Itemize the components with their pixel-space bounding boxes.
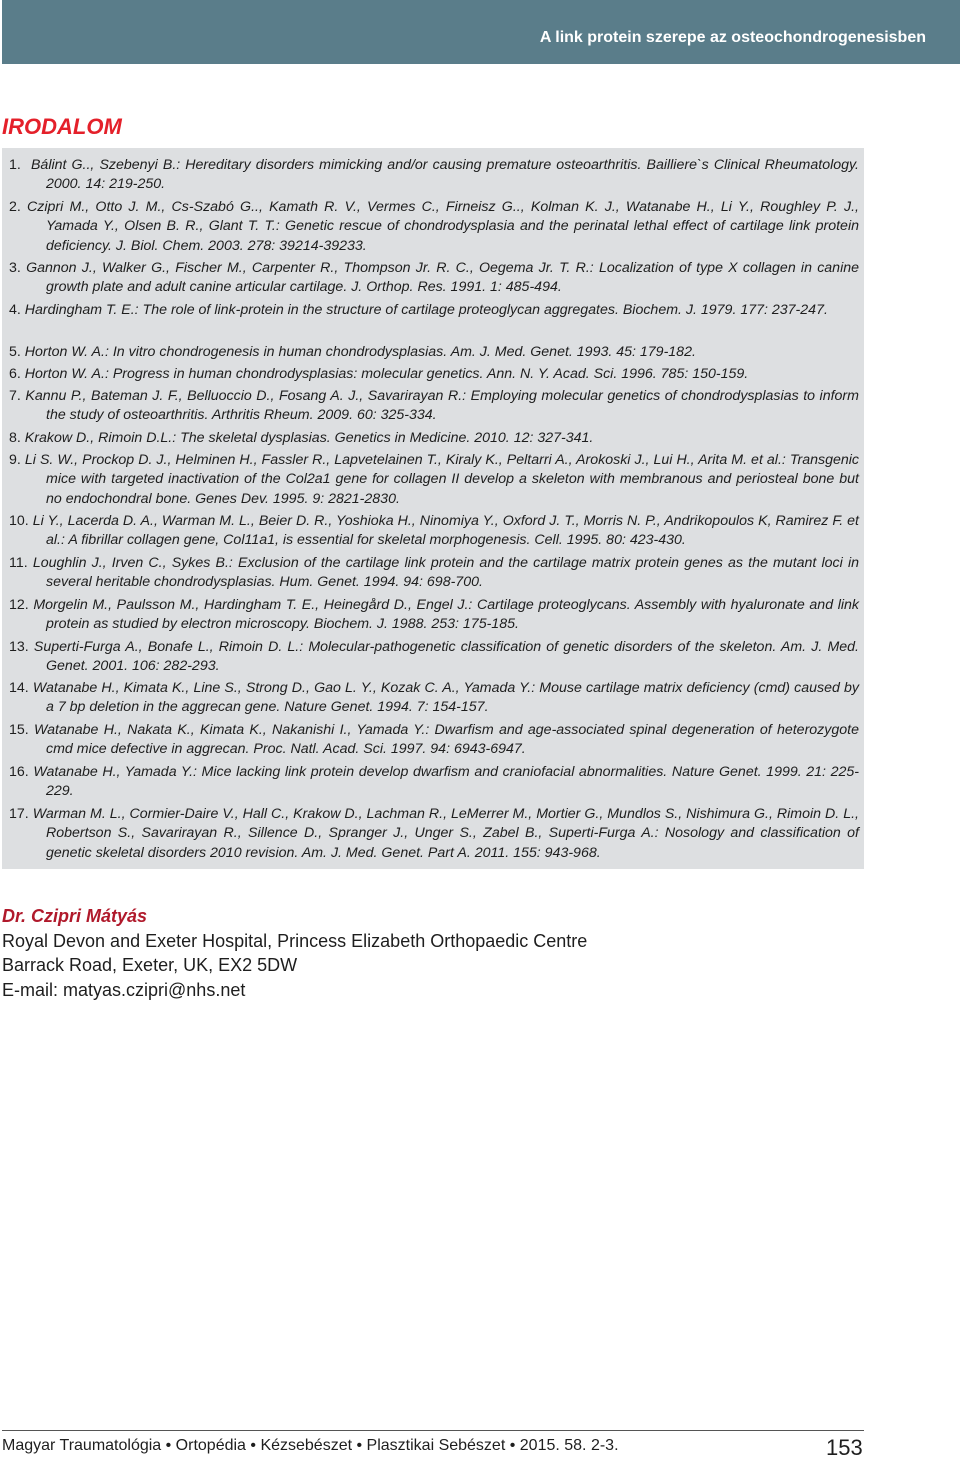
reference-item	[9, 451, 859, 509]
reference-number: 2.	[9, 199, 21, 215]
reference-item	[9, 638, 859, 677]
reference-number: 4.	[9, 302, 21, 318]
reference-item	[9, 596, 859, 635]
reference-number: 1.	[9, 157, 21, 173]
reference-text: Krakow D., Rimoin D.L.: The skeletal dysplasias. Genetics in Medicine. 2010. 12: 327-341.	[24, 430, 594, 446]
reference-number: 9.	[9, 452, 21, 468]
reference-number: 12.	[9, 597, 29, 613]
author-contact	[2, 904, 587, 1002]
running-header-title: A link protein szerepe az osteochondrogenesisben	[539, 29, 926, 46]
author-address: Barrack Road, Exeter, UK, EX2 5DW	[2, 955, 298, 975]
reference-number: 16.	[9, 764, 29, 780]
reference-text: Superti-Furga A., Bonafe L., Rimoin D. L.: Molecular-pathogenetic classification of genetic disorders of the skeleton. Am. J. Med. Genet. 2001. 106: 282-293.	[33, 639, 859, 675]
reference-item	[9, 429, 859, 448]
reference-text: Li S. W., Prockop D. J., Helminen H., Fassler R., Lapvetelainen T., Kiraly K., Peltarri A., Arokoski J., Lui H., Arita M. et al.: Transgenic mice with targeted inactivation of the Col2a1 gene for collagen II develop a skeleton with membranous and periosteal bone but no endochondral bone. Genes Dev. 1995. 9: 2821-2830.	[24, 452, 859, 507]
reference-text: Watanabe H., Yamada Y.: Mice lacking link protein develop dwarfism and craniofacial abnormalities. Nature Genet. 1999. 21: 225-229.	[33, 764, 859, 800]
reference-text: Horton W. A.: In vitro chondrogenesis in human chondrodysplasias. Am. J. Med. Genet. 1993. 45: 179-182.	[24, 344, 696, 360]
footer-journal-citation: Magyar Traumatológia • Ortopédia • Kézsebészet • Plasztikai Sebészet • 2015. 58. 2-3.	[2, 1437, 619, 1454]
reference-item	[9, 805, 859, 863]
reference-item	[9, 763, 859, 802]
reference-text: Warman M. L., Cormier-Daire V., Hall C., Krakow D., Lachman R., LeMerrer M., Mortier G., Mundlos S., Nishimura G., Rimoin D. L., Robertson S., Savarirayan R., Sillence D., Spranger J., Unger S., Zabel B., Superti-Furga A.: Nosology and classification of genetic skeletal disorders 2010 revision. Am. J. Med. Genet. Part A. 2011. 155: 943-968.	[32, 806, 859, 861]
footer-divider	[2, 1430, 864, 1431]
reference-item	[9, 343, 859, 362]
reference-number: 11.	[9, 555, 28, 571]
reference-number: 8.	[9, 430, 21, 446]
reference-text: Hardingham T. E.: The role of link-protein in the structure of cartilage proteoglycan aggregates. Biochem. J. 1979. 177: 237-247.	[24, 302, 828, 318]
reference-item	[9, 554, 859, 593]
reference-text: Morgelin M., Paulsson M., Hardingham T. E., Heinegård D., Engel J.: Cartilage proteoglycans. Assembly with hyaluronate and link protein as studied by electron microscopy. Biochem. J. 1988. 253: 175-185.	[33, 597, 859, 633]
reference-number: 17.	[9, 806, 29, 822]
reference-item	[9, 721, 859, 760]
reference-item	[9, 387, 859, 426]
reference-number: 5.	[9, 344, 21, 360]
reference-item	[9, 156, 859, 195]
author-affiliation: Royal Devon and Exeter Hospital, Princess Elizabeth Orthopaedic Centre	[2, 930, 588, 951]
reference-item	[9, 259, 859, 298]
reference-number: 15.	[9, 722, 29, 738]
reference-text: Li Y., Lacerda D. A., Warman M. L., Beier D. R., Yoshioka H., Ninomiya Y., Oxford J. T., Morris N. P., Andrikopoulos K, Ramirez F. et al.: A fibrillar collagen gene, Col11a1, is essential for skeletal morphogenesis. Cell. 1995. 80: 423-430.	[32, 513, 859, 549]
reference-text: Gannon J., Walker G., Fischer M., Carpenter R., Thompson Jr. R. C., Oegema Jr. T. R.: Localization of type X collagen in canine growth plate and adult canine articular cartilage. J. Orthop. Res. 1991. 1: 485-494.	[26, 260, 859, 296]
reference-text: Bálint G.., Szebenyi B.: Hereditary disorders mimicking and/or causing premature osteoarthritis. Bailliere`s Clinical Rheumatology. 2000. 14: 219-250.	[30, 157, 859, 193]
author-name: Dr. Czipri Mátyás	[2, 906, 148, 926]
reference-number: 7.	[9, 388, 21, 404]
page-number: 153	[826, 1435, 863, 1460]
reference-text: Watanabe H., Nakata K., Kimata K., Nakanishi I., Yamada Y.: Dwarfism and age-associated spinal degeneration of heterozygote cmd mice defective in aggrecan. Proc. Natl. Acad. Sci. 1997. 94: 6943-6947.	[34, 722, 859, 758]
reference-item	[9, 301, 859, 320]
reference-text: Kannu P., Bateman J. F., Belluoccio D., Fosang A. J., Savarirayan R.: Employing molecular genetics of chondrodysplasias to inform the study of osteoarthritis. Arthritis Rheum. 2009. 60: 325-334.	[25, 388, 859, 424]
reference-text: Czipri M., Otto J. M., Cs-Szabó G.., Kamath R. V., Vermes C., Firneisz G.., Kolman K. J., Watanabe H., Li Y., Roughley P. J., Yamada Y., Olsen B. R., Glant T. T.: Genetic rescue of chondrodysplasia and the perinatal lethal effect of cartilage link protein deficiency. J. Biol. Chem. 2003. 278: 39214-39233.	[27, 199, 859, 254]
reference-item	[9, 198, 859, 256]
references-box	[2, 148, 864, 869]
reference-text: Watanabe H., Kimata K., Line S., Strong D., Gao L. Y., Kozak C. A., Yamada Y.: Mouse cartilage matrix deficiency (cmd) caused by a 7 bp deletion in the aggrecan gene. Nature Genet. 1994. 7: 154-157.	[32, 680, 859, 716]
reference-number: 6.	[9, 366, 21, 382]
running-header	[2, 0, 960, 64]
reference-text: Loughlin J., Irven C., Sykes B.: Exclusion of the cartilage link protein and the cartilage matrix protein genes as the mutant loci in several heritable chondrodysplasias. Hum. Genet. 1994. 94: 698-700.	[32, 555, 859, 591]
reference-number: 10.	[9, 513, 29, 529]
reference-item	[9, 679, 859, 718]
reference-number: 3.	[9, 260, 21, 276]
reference-text: Horton W. A.: Progress in human chondrodysplasias: molecular genetics. Ann. N. Y. Acad. Sci. 1996. 785: 150-159.	[24, 366, 749, 382]
reference-item	[9, 512, 859, 551]
reference-number: 14.	[9, 680, 29, 696]
reference-number: 13.	[9, 639, 29, 655]
author-email: E-mail: matyas.czipri@nhs.net	[2, 979, 246, 1000]
reference-item	[9, 365, 859, 384]
section-title: IRODALOM	[2, 114, 122, 139]
